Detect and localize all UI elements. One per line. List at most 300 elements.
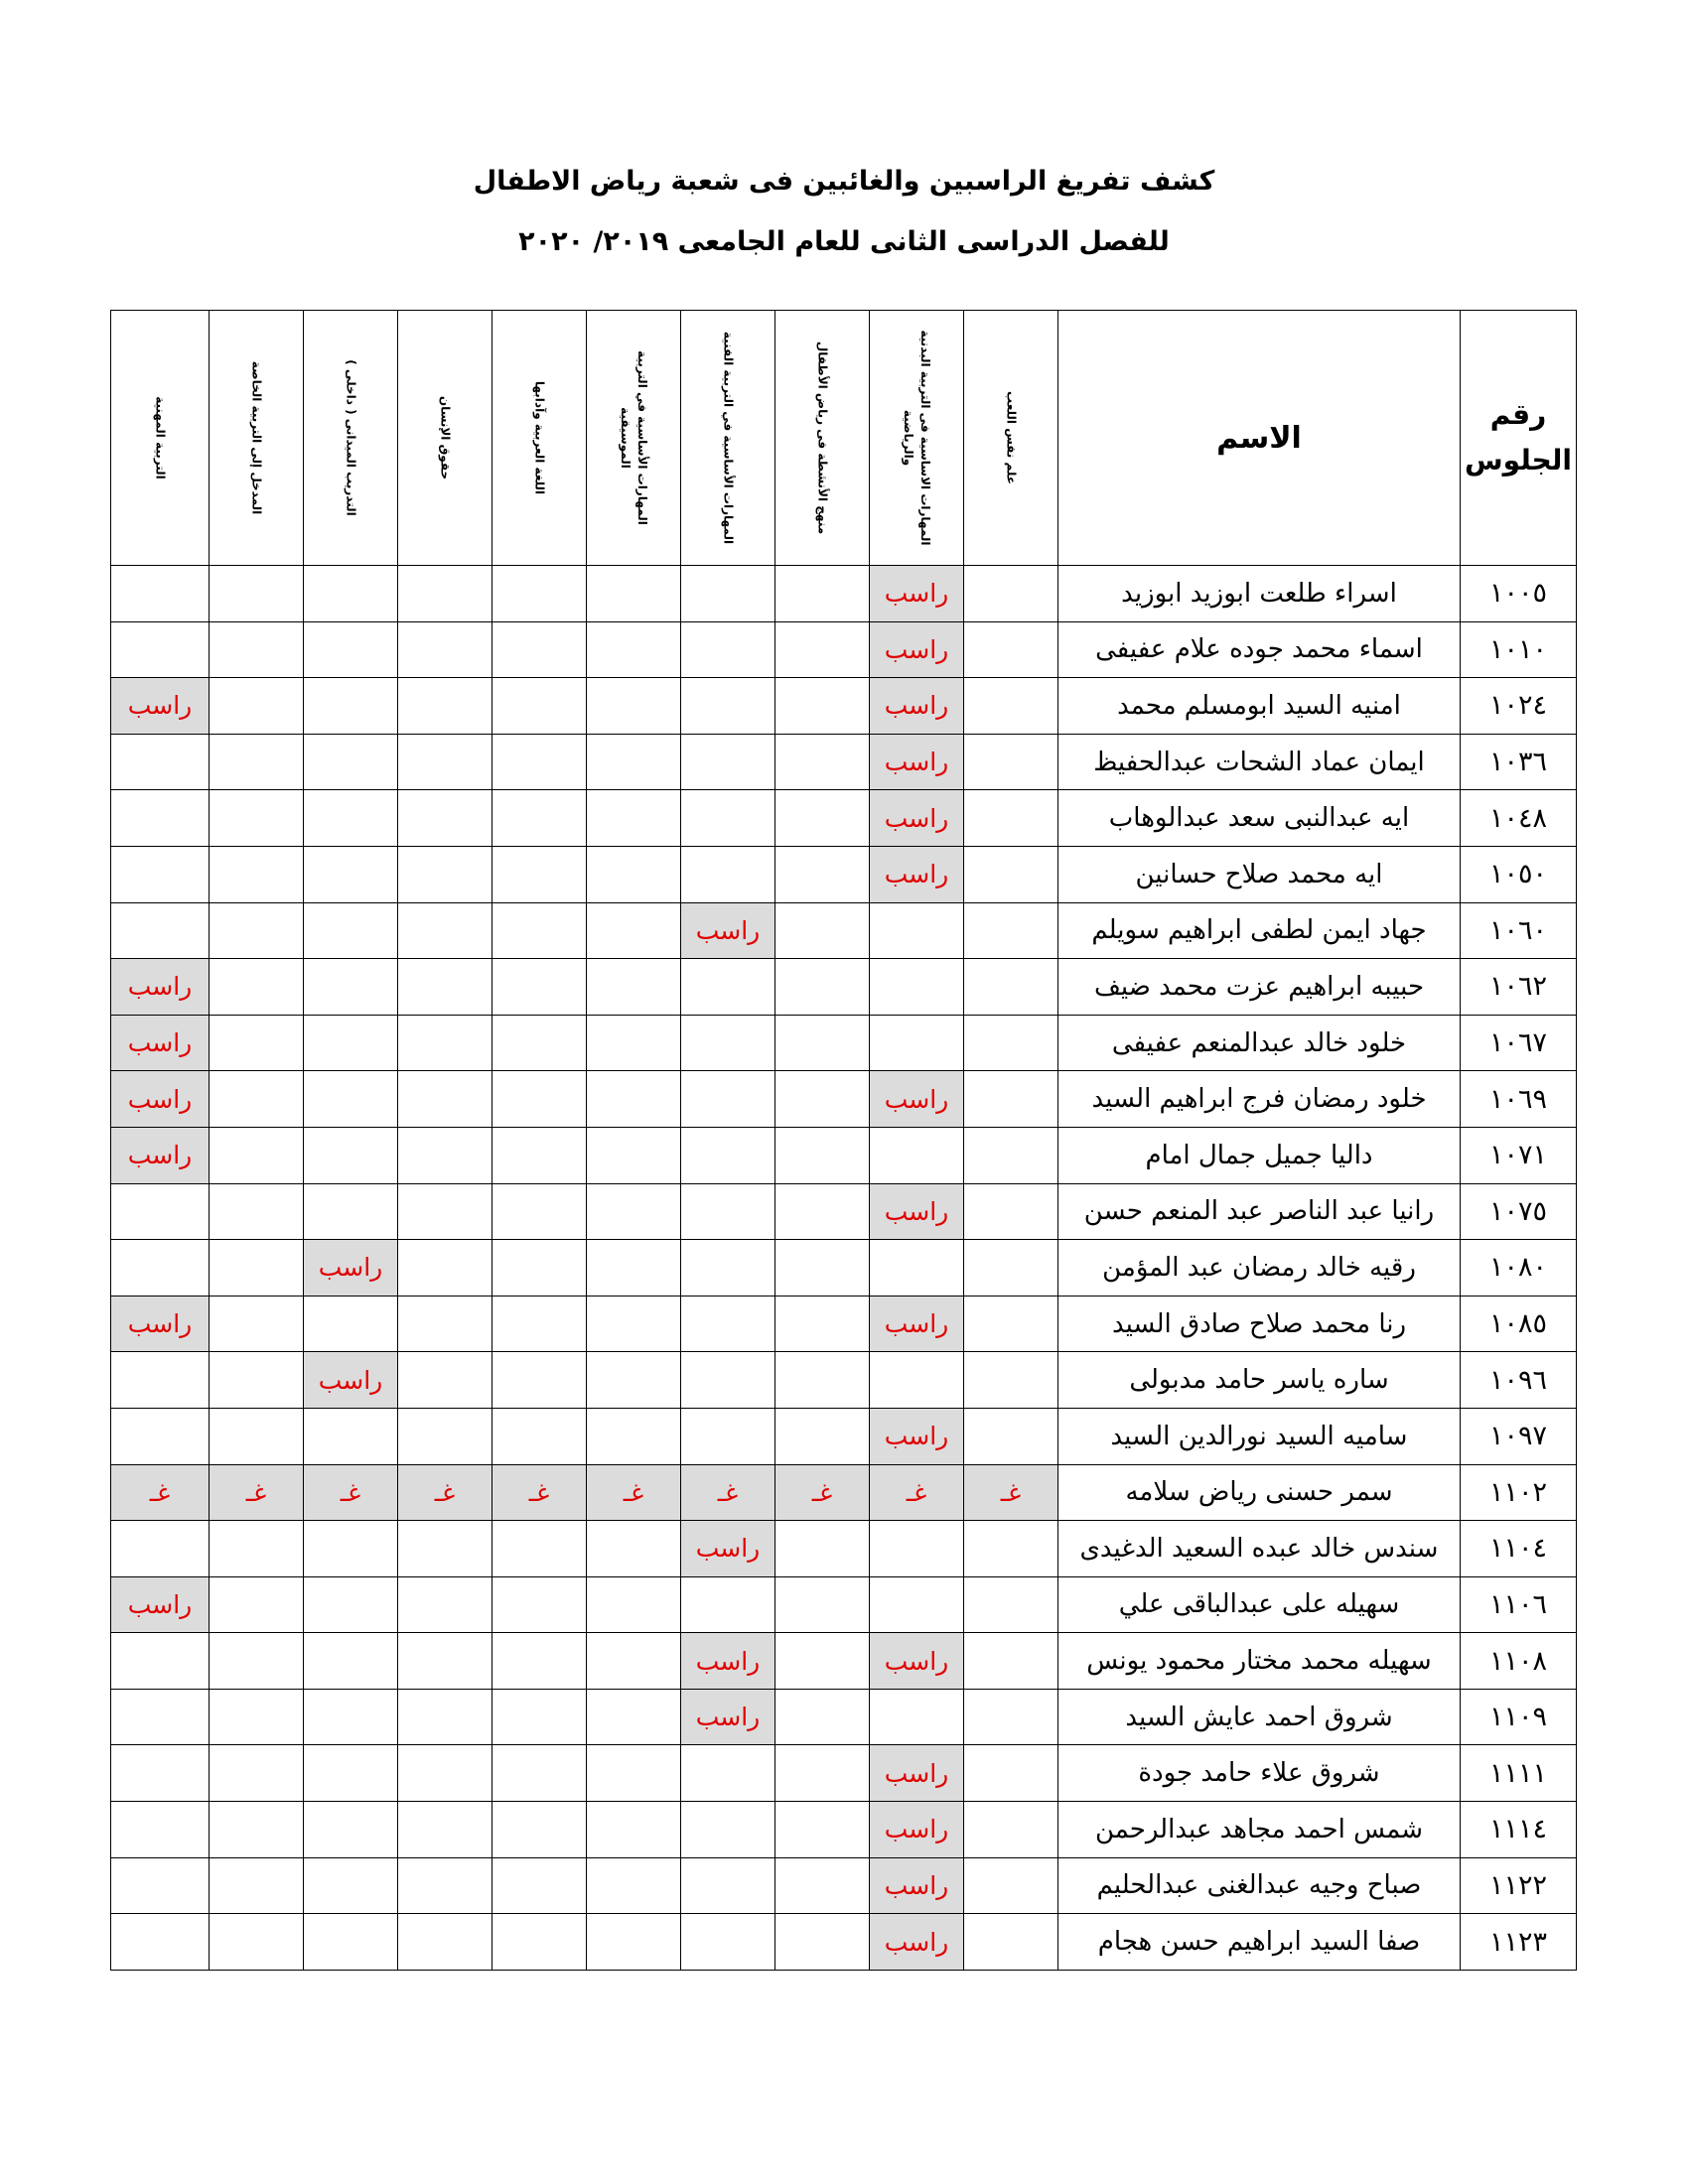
empty-cell: [775, 1521, 870, 1577]
empty-cell: [681, 734, 775, 790]
empty-cell: [210, 566, 304, 622]
empty-cell: [210, 1633, 304, 1690]
empty-cell: [492, 1296, 587, 1352]
empty-cell: [492, 846, 587, 902]
empty-cell: [111, 734, 210, 790]
student-name: شمس احمد مجاهد عبدالرحمن: [1058, 1802, 1461, 1858]
header-subject: [492, 311, 587, 566]
header-seat-line1: رقم: [1489, 398, 1547, 431]
empty-cell: [964, 1071, 1058, 1128]
empty-cell: [681, 1240, 775, 1297]
empty-cell: [964, 734, 1058, 790]
empty-cell: [681, 566, 775, 622]
student-name: سمر حسنى رياض سلامه: [1058, 1464, 1461, 1521]
empty-cell: [964, 1521, 1058, 1577]
empty-cell: [587, 1576, 681, 1633]
result-cell: غـ: [111, 1464, 210, 1521]
result-cell: راسب: [870, 1857, 964, 1914]
empty-cell: [587, 1745, 681, 1802]
empty-cell: [210, 1240, 304, 1297]
empty-cell: [398, 1296, 492, 1352]
empty-cell: [964, 1015, 1058, 1071]
empty-cell: [210, 959, 304, 1016]
empty-cell: [775, 846, 870, 902]
empty-cell: [775, 902, 870, 959]
empty-cell: [492, 1352, 587, 1409]
empty-cell: [398, 621, 492, 678]
empty-cell: [681, 1802, 775, 1858]
header-subject: [775, 311, 870, 566]
table-row: [111, 1745, 1577, 1802]
result-cell: غـ: [964, 1464, 1058, 1521]
empty-cell: [870, 1352, 964, 1409]
empty-cell: [304, 1633, 398, 1690]
document-header: [0, 164, 1688, 260]
result-cell: راسب: [870, 1914, 964, 1971]
student-name: اسراء طلعت ابوزيد ابوزيد: [1058, 566, 1461, 622]
empty-cell: [210, 902, 304, 959]
student-name: صباح وجيه عبدالغنى عبدالحليم: [1058, 1857, 1461, 1914]
empty-cell: [775, 1576, 870, 1633]
seat-number: ١٠٧٥: [1461, 1183, 1577, 1240]
empty-cell: [304, 1914, 398, 1971]
result-cell: راسب: [870, 1183, 964, 1240]
student-name: شروق علاء حامد جودة: [1058, 1745, 1461, 1802]
empty-cell: [587, 734, 681, 790]
empty-cell: [210, 621, 304, 678]
empty-cell: [111, 1408, 210, 1464]
empty-cell: [492, 1689, 587, 1745]
seat-number: ١٠٨٥: [1461, 1296, 1577, 1352]
empty-cell: [587, 1071, 681, 1128]
results-table: [110, 310, 1577, 1971]
empty-cell: [304, 902, 398, 959]
empty-cell: [111, 566, 210, 622]
empty-cell: [775, 1352, 870, 1409]
header-subject: [210, 311, 304, 566]
header-subject-label: المهارات الأساسية في التربية الفنية: [721, 331, 736, 545]
student-name: رانيا عبد الناصر عبد المنعم حسن: [1058, 1183, 1461, 1240]
table-row: [111, 790, 1577, 847]
empty-cell: [587, 1857, 681, 1914]
empty-cell: [587, 1521, 681, 1577]
empty-cell: [775, 1183, 870, 1240]
empty-cell: [681, 1183, 775, 1240]
table-row: [111, 1408, 1577, 1464]
empty-cell: [775, 1857, 870, 1914]
student-name: جهاد ايمن لطفى ابراهيم سويلم: [1058, 902, 1461, 959]
empty-cell: [111, 1183, 210, 1240]
seat-number: ١١١٤: [1461, 1802, 1577, 1858]
empty-cell: [398, 1183, 492, 1240]
result-cell: غـ: [681, 1464, 775, 1521]
empty-cell: [964, 1296, 1058, 1352]
empty-cell: [587, 1352, 681, 1409]
header-subject-label: اللغة العربية وآدابها: [532, 380, 547, 495]
student-name: ايه محمد صلاح حسانين: [1058, 846, 1461, 902]
header-row: [111, 311, 1577, 566]
empty-cell: [492, 1071, 587, 1128]
empty-cell: [304, 621, 398, 678]
table-row: [111, 902, 1577, 959]
empty-cell: [775, 678, 870, 735]
empty-cell: [398, 1521, 492, 1577]
empty-cell: [111, 846, 210, 902]
result-cell: غـ: [492, 1464, 587, 1521]
empty-cell: [492, 1857, 587, 1914]
empty-cell: [304, 1408, 398, 1464]
empty-cell: [870, 1127, 964, 1183]
empty-cell: [398, 1745, 492, 1802]
empty-cell: [964, 846, 1058, 902]
empty-cell: [492, 959, 587, 1016]
empty-cell: [210, 1183, 304, 1240]
seat-number: ١٠٩٧: [1461, 1408, 1577, 1464]
empty-cell: [398, 1633, 492, 1690]
empty-cell: [775, 566, 870, 622]
table-row: [111, 1689, 1577, 1745]
empty-cell: [775, 1127, 870, 1183]
empty-cell: [492, 1015, 587, 1071]
empty-cell: [964, 902, 1058, 959]
empty-cell: [111, 790, 210, 847]
result-cell: راسب: [304, 1352, 398, 1409]
empty-cell: [587, 1689, 681, 1745]
empty-cell: [304, 1576, 398, 1633]
empty-cell: [492, 1914, 587, 1971]
seat-number: ١٠٢٤: [1461, 678, 1577, 735]
header-subject-label: التربية المهنية: [153, 396, 168, 479]
header-subject: [398, 311, 492, 566]
empty-cell: [964, 1689, 1058, 1745]
table-row: [111, 1352, 1577, 1409]
seat-number: ١٠٤٨: [1461, 790, 1577, 847]
empty-cell: [492, 1802, 587, 1858]
header-subject-label: المدخل إلى التربية الخاصة: [249, 360, 264, 515]
empty-cell: [681, 1127, 775, 1183]
empty-cell: [964, 1633, 1058, 1690]
seat-number: ١١٠٩: [1461, 1689, 1577, 1745]
empty-cell: [398, 1015, 492, 1071]
empty-cell: [775, 790, 870, 847]
empty-cell: [210, 1296, 304, 1352]
student-name: اسماء محمد جوده علام عفيفى: [1058, 621, 1461, 678]
empty-cell: [681, 1408, 775, 1464]
empty-cell: [398, 1802, 492, 1858]
seat-number: ١١٠٢: [1461, 1464, 1577, 1521]
result-cell: راسب: [681, 1633, 775, 1690]
seat-number: ١٠٥٠: [1461, 846, 1577, 902]
seat-number: ١٠٦٢: [1461, 959, 1577, 1016]
empty-cell: [775, 1802, 870, 1858]
empty-cell: [492, 678, 587, 735]
student-name: سهيله على عبدالباقى علي: [1058, 1576, 1461, 1633]
empty-cell: [398, 734, 492, 790]
table-body: [111, 566, 1577, 1971]
student-name: داليا جميل جمال امام: [1058, 1127, 1461, 1183]
header-subject-label: علم نفس اللعب: [1004, 391, 1019, 484]
empty-cell: [111, 1352, 210, 1409]
seat-number: ١٠٧١: [1461, 1127, 1577, 1183]
empty-cell: [775, 1689, 870, 1745]
header-seat-line2: الجلوس: [1465, 444, 1572, 477]
empty-cell: [111, 902, 210, 959]
seat-number: ١١٢٢: [1461, 1857, 1577, 1914]
seat-number: ١١٠٤: [1461, 1521, 1577, 1577]
table-row: [111, 1183, 1577, 1240]
empty-cell: [304, 1015, 398, 1071]
empty-cell: [304, 959, 398, 1016]
empty-cell: [964, 790, 1058, 847]
empty-cell: [492, 1408, 587, 1464]
empty-cell: [210, 846, 304, 902]
empty-cell: [398, 1914, 492, 1971]
empty-cell: [304, 1745, 398, 1802]
empty-cell: [210, 1071, 304, 1128]
table-row: [111, 1240, 1577, 1297]
student-name: شروق احمد عايش السيد: [1058, 1689, 1461, 1745]
table-row: [111, 734, 1577, 790]
empty-cell: [492, 1240, 587, 1297]
student-name: سندس خالد عبده السعيد الدغيدى: [1058, 1521, 1461, 1577]
document-title: كشف تفريغ الراسبين والغائبين فى شعبة رياض الاطفال: [473, 166, 1215, 197]
empty-cell: [587, 1408, 681, 1464]
empty-cell: [870, 1015, 964, 1071]
empty-cell: [304, 1071, 398, 1128]
result-cell: راسب: [681, 902, 775, 959]
empty-cell: [304, 790, 398, 847]
header-seat-number: [1461, 311, 1577, 566]
header-subject-label: منهج الأنشطة فى رياض الأطفال: [815, 341, 830, 535]
seat-number: ١٠٠٥: [1461, 566, 1577, 622]
table-row: [111, 1296, 1577, 1352]
empty-cell: [775, 734, 870, 790]
header-subject: [587, 311, 681, 566]
header-subject-label: حقوق الإنسان: [438, 395, 453, 480]
student-name: امنيه السيد ابومسلم محمد: [1058, 678, 1461, 735]
table-row: [111, 1464, 1577, 1521]
empty-cell: [398, 1408, 492, 1464]
empty-cell: [681, 1015, 775, 1071]
empty-cell: [681, 1071, 775, 1128]
empty-cell: [492, 1521, 587, 1577]
result-cell: راسب: [870, 1071, 964, 1128]
result-cell: راسب: [304, 1240, 398, 1297]
empty-cell: [398, 566, 492, 622]
result-cell: راسب: [870, 1802, 964, 1858]
result-cell: راسب: [870, 790, 964, 847]
table-row: [111, 846, 1577, 902]
empty-cell: [964, 1914, 1058, 1971]
empty-cell: [587, 902, 681, 959]
empty-cell: [492, 734, 587, 790]
empty-cell: [210, 1914, 304, 1971]
student-name: صفا السيد ابراهيم حسن هجام: [1058, 1914, 1461, 1971]
empty-cell: [304, 1802, 398, 1858]
result-cell: راسب: [870, 1745, 964, 1802]
empty-cell: [492, 1745, 587, 1802]
table-row: [111, 1802, 1577, 1858]
empty-cell: [111, 1633, 210, 1690]
empty-cell: [398, 1071, 492, 1128]
header-subject: [964, 311, 1058, 566]
empty-cell: [492, 1576, 587, 1633]
result-cell: راسب: [111, 1127, 210, 1183]
empty-cell: [210, 1521, 304, 1577]
empty-cell: [210, 734, 304, 790]
seat-number: ١٠٦٩: [1461, 1071, 1577, 1128]
empty-cell: [775, 959, 870, 1016]
empty-cell: [964, 1857, 1058, 1914]
header-subject: [304, 311, 398, 566]
empty-cell: [587, 1914, 681, 1971]
empty-cell: [587, 1127, 681, 1183]
table-row: [111, 1914, 1577, 1971]
student-name: ايه عبدالنبى سعد عبدالوهاب: [1058, 790, 1461, 847]
empty-cell: [870, 1521, 964, 1577]
empty-cell: [398, 1127, 492, 1183]
empty-cell: [964, 1408, 1058, 1464]
empty-cell: [964, 621, 1058, 678]
empty-cell: [870, 1240, 964, 1297]
empty-cell: [775, 1633, 870, 1690]
header-subject-label: التدريب الميدانى ( داخلى ): [344, 359, 358, 516]
result-cell: راسب: [870, 678, 964, 735]
empty-cell: [111, 621, 210, 678]
result-cell: غـ: [210, 1464, 304, 1521]
empty-cell: [492, 1183, 587, 1240]
table-row: [111, 566, 1577, 622]
seat-number: ١١١١: [1461, 1745, 1577, 1802]
header-subject-label: المهارات الاساسية فى التربية البدنية والرياضية: [902, 330, 932, 546]
result-cell: راسب: [111, 1015, 210, 1071]
empty-cell: [775, 1914, 870, 1971]
empty-cell: [210, 1127, 304, 1183]
table-header: [111, 311, 1577, 566]
empty-cell: [398, 902, 492, 959]
table-row: [111, 1071, 1577, 1128]
empty-cell: [681, 1914, 775, 1971]
result-cell: راسب: [870, 1633, 964, 1690]
student-name: ايمان عماد الشحات عبدالحفيظ: [1058, 734, 1461, 790]
empty-cell: [398, 1689, 492, 1745]
empty-cell: [492, 1127, 587, 1183]
header-subject: [681, 311, 775, 566]
result-cell: غـ: [775, 1464, 870, 1521]
empty-cell: [210, 1576, 304, 1633]
empty-cell: [587, 1633, 681, 1690]
empty-cell: [304, 734, 398, 790]
result-cell: راسب: [111, 959, 210, 1016]
empty-cell: [775, 1745, 870, 1802]
empty-cell: [681, 1576, 775, 1633]
empty-cell: [587, 959, 681, 1016]
student-name: سهيله محمد مختار محمود يونس: [1058, 1633, 1461, 1690]
seat-number: ١٠٦٧: [1461, 1015, 1577, 1071]
empty-cell: [111, 1802, 210, 1858]
empty-cell: [304, 1521, 398, 1577]
empty-cell: [398, 959, 492, 1016]
result-cell: راسب: [111, 1071, 210, 1128]
table-row: [111, 678, 1577, 735]
empty-cell: [587, 678, 681, 735]
seat-number: ١١٠٨: [1461, 1633, 1577, 1690]
empty-cell: [870, 1689, 964, 1745]
empty-cell: [587, 1015, 681, 1071]
result-cell: راسب: [870, 566, 964, 622]
empty-cell: [398, 1352, 492, 1409]
student-name: رنا محمد صلاح صادق السيد: [1058, 1296, 1461, 1352]
empty-cell: [964, 1576, 1058, 1633]
empty-cell: [210, 1408, 304, 1464]
result-cell: غـ: [398, 1464, 492, 1521]
result-cell: غـ: [304, 1464, 398, 1521]
empty-cell: [681, 1352, 775, 1409]
empty-cell: [587, 1296, 681, 1352]
empty-cell: [398, 1857, 492, 1914]
seat-number: ١٠٩٦: [1461, 1352, 1577, 1409]
empty-cell: [111, 1745, 210, 1802]
empty-cell: [304, 566, 398, 622]
document-subtitle: للفصل الدراسى الثانى للعام الجامعى ٢٠١٩/ ٢٠٢٠: [518, 226, 1170, 257]
empty-cell: [111, 1689, 210, 1745]
empty-cell: [775, 1071, 870, 1128]
empty-cell: [775, 1408, 870, 1464]
empty-cell: [587, 1240, 681, 1297]
empty-cell: [398, 678, 492, 735]
header-subject: [870, 311, 964, 566]
student-name: رقيه خالد رمضان عبد المؤمن: [1058, 1240, 1461, 1297]
seat-number: ١٠٦٠: [1461, 902, 1577, 959]
empty-cell: [775, 621, 870, 678]
empty-cell: [681, 1296, 775, 1352]
empty-cell: [304, 846, 398, 902]
empty-cell: [304, 1857, 398, 1914]
empty-cell: [398, 1240, 492, 1297]
empty-cell: [111, 1240, 210, 1297]
result-cell: راسب: [111, 1296, 210, 1352]
empty-cell: [681, 678, 775, 735]
empty-cell: [304, 1183, 398, 1240]
student-name: ساميه السيد نورالدين السيد: [1058, 1408, 1461, 1464]
result-cell: راسب: [870, 846, 964, 902]
empty-cell: [870, 959, 964, 1016]
header-subject: [111, 311, 210, 566]
table-row: [111, 1857, 1577, 1914]
empty-cell: [492, 621, 587, 678]
result-cell: راسب: [870, 1408, 964, 1464]
empty-cell: [681, 790, 775, 847]
seat-number: ١١٢٣: [1461, 1914, 1577, 1971]
result-cell: راسب: [111, 678, 210, 735]
student-name: حبيبه ابراهيم عزت محمد ضيف: [1058, 959, 1461, 1016]
table-row: [111, 959, 1577, 1016]
empty-cell: [111, 1914, 210, 1971]
seat-number: ١٠٣٦: [1461, 734, 1577, 790]
empty-cell: [210, 1802, 304, 1858]
table-row: [111, 1127, 1577, 1183]
empty-cell: [964, 678, 1058, 735]
table-row: [111, 1633, 1577, 1690]
empty-cell: [587, 1802, 681, 1858]
empty-cell: [111, 1857, 210, 1914]
result-cell: غـ: [870, 1464, 964, 1521]
empty-cell: [398, 790, 492, 847]
empty-cell: [964, 1240, 1058, 1297]
empty-cell: [681, 846, 775, 902]
result-cell: راسب: [870, 1296, 964, 1352]
empty-cell: [587, 790, 681, 847]
